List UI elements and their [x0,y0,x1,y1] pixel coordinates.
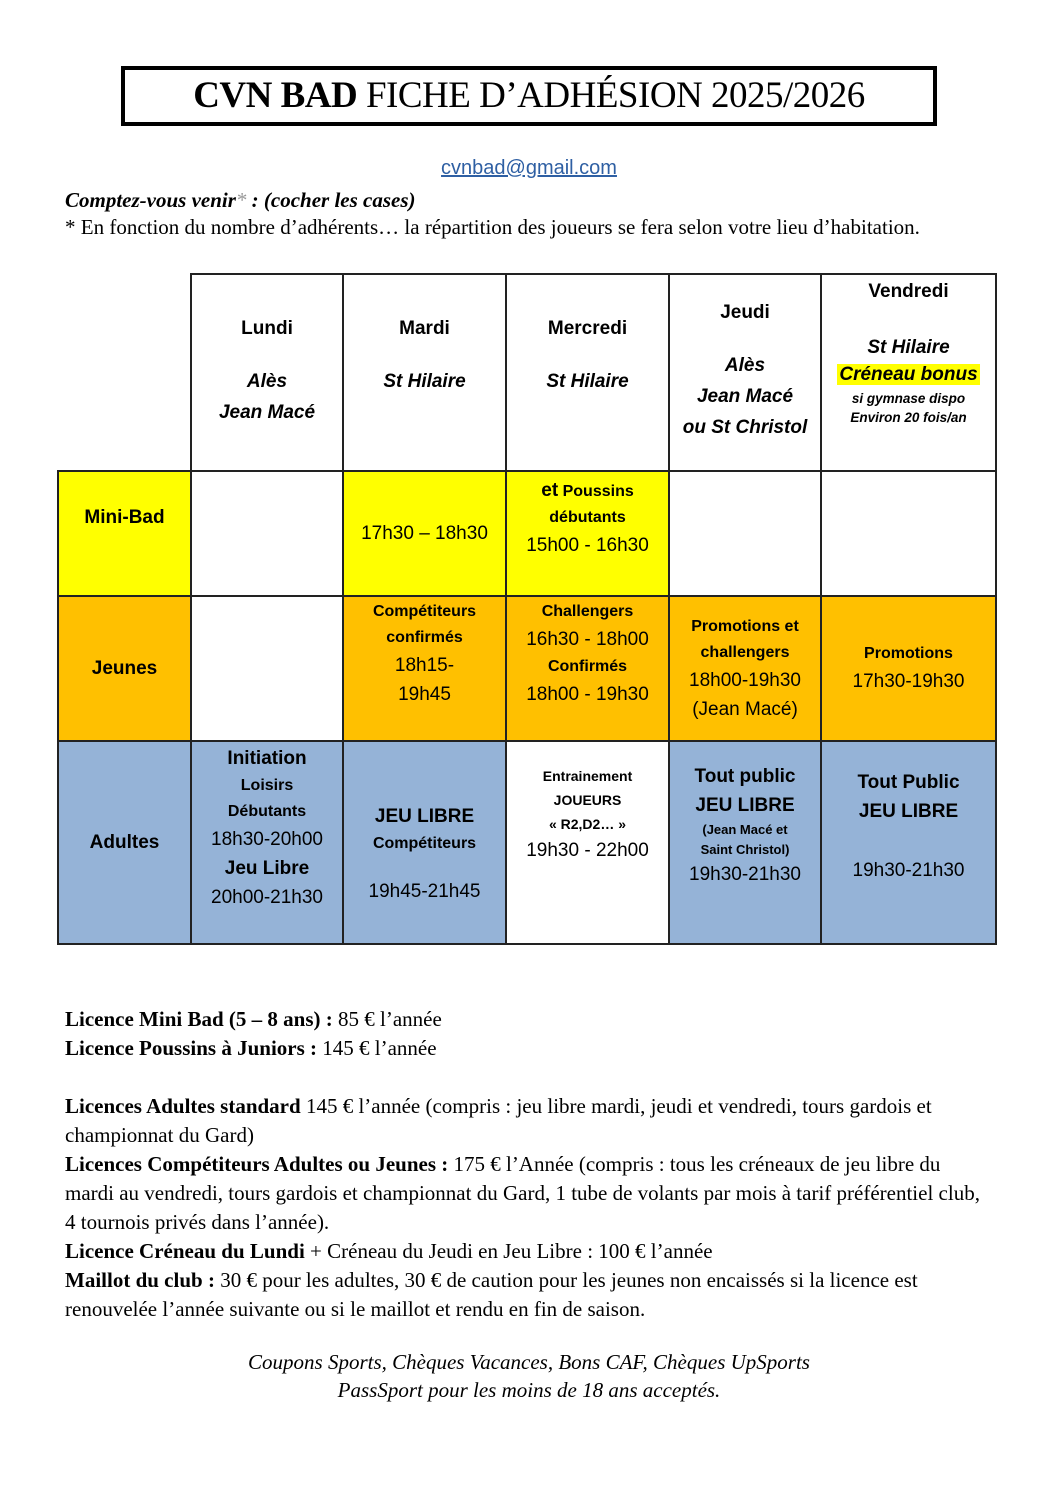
header-row [58,274,996,471]
email-link[interactable]: cvnbad@gmail.com [441,157,617,179]
cell-jeunes-vendredi[interactable]: Promotions 17h30-19h30 [821,596,996,741]
day-header-mardi: Mardi St Hilaire [343,274,506,471]
cell-jeunes-mercredi[interactable]: Challengers 16h30 - 18h00 Confirmés 18h00 - 19h30 [506,596,669,741]
cell-jeunes-jeudi[interactable]: Promotions et challengers 18h00-19h30 (Jean Macé) [669,596,821,741]
cell-adultes-mardi[interactable]: JEU LIBRE Compétiteurs 19h45-21h45 [343,741,506,944]
day-header-lundi: Lundi Alès Jean Macé [191,274,343,471]
day-header-jeudi: Jeudi Alès Jean Macé ou St Christol [669,274,821,471]
day-header-vendredi: Vendredi St Hilaire Créneau bonus si gymnase dispo Environ 20 fois/an [821,274,996,471]
cell-adultes-vendredi[interactable]: Tout Public JEU LIBRE 19h30-21h30 [821,741,996,944]
row-label-minibad: Mini-Bad [58,471,191,596]
licence-item: Maillot du club : 30 € pour les adultes, 30 € de caution pour les jeunes non encaissés si la licence est renouvelée l’année suivante ou si le maillot et rendu en fin de saison. [65,1268,918,1321]
licence-pricing [65,1005,993,1324]
row-label-jeunes: Jeunes [58,596,191,741]
corner-cell [58,274,191,471]
licence-item: Licences Compétiteurs Adultes ou Jeunes : 175 € l’Année (compris : tous les créneaux de jeu libre du mardi au vendredi, tours gardois et championnat du Gard, 1 tube de volants par mois à tarif préférentiel club, 4 tournois privés dans l’année). [65,1152,980,1234]
day-header-mercredi: Mercredi St Hilaire [506,274,669,471]
cell-jeunes-mardi[interactable]: Compétiteurs confirmés 18h15- 19h45 [343,596,506,741]
row-minibad [58,471,996,596]
attendance-note: * En fonction du nombre d’adhérents… la répartition des joueurs se fera selon votre lieu d’habitation. [65,215,920,239]
spacer [65,1063,993,1092]
licence-item: Licence Mini Bad (5 – 8 ans) : 85 € l’année [65,1007,442,1031]
cell-adultes-jeudi[interactable]: Tout public JEU LIBRE (Jean Macé et Saint Christol) 19h30-21h30 [669,741,821,944]
row-label-adultes: Adultes [58,741,191,944]
checkbox-cell-minibad-lundi[interactable] [191,471,343,596]
asterisk: * [235,188,247,212]
checkbox-cell-minibad-jeudi[interactable] [669,471,821,596]
page-title [121,66,937,126]
licence-item: Licence Créneau du Lundi + Créneau du Jeudi en Jeu Libre : 100 € l’année [65,1239,713,1263]
bonus-slot-highlight: Créneau bonus [839,364,978,385]
cell-minibad-mardi[interactable]: 17h30 – 18h30 [343,471,506,596]
checkbox-cell-jeunes-lundi[interactable] [191,596,343,741]
title-text: FICHE D’ADHÉSION 2025/2026 [365,75,865,116]
row-jeunes [58,596,996,741]
cell-adultes-mercredi[interactable]: Entrainement JOUEURS « R2,D2… » 19h30 - 22h00 [506,741,669,944]
cell-adultes-lundi[interactable]: Initiation Loisirs Débutants 18h30-20h00 Jeu Libre 20h00-21h30 [191,741,343,944]
checkbox-cell-minibad-vendredi[interactable] [821,471,996,596]
row-adultes [58,741,996,944]
accepted-payments: Coupons Sports, Chèques Vacances, Bons CAF, Chèques UpSports PassSport pour les moins de 18 ans acceptés. [248,1350,810,1402]
attendance-question: Comptez-vous venir* : (cocher les cases) [65,188,416,212]
licence-item: Licence Poussins à Juniors : 145 € l’année [65,1036,437,1060]
licence-item: Licences Adultes standard 145 € l’année (compris : jeu libre mardi, jeudi et vendredi, tours gardois et championnat du Gard) [65,1094,932,1147]
club-name: CVN BAD [193,75,358,116]
schedule-table [57,273,997,945]
cell-minibad-mercredi[interactable]: et Poussins débutants 15h00 - 16h30 [506,471,669,596]
